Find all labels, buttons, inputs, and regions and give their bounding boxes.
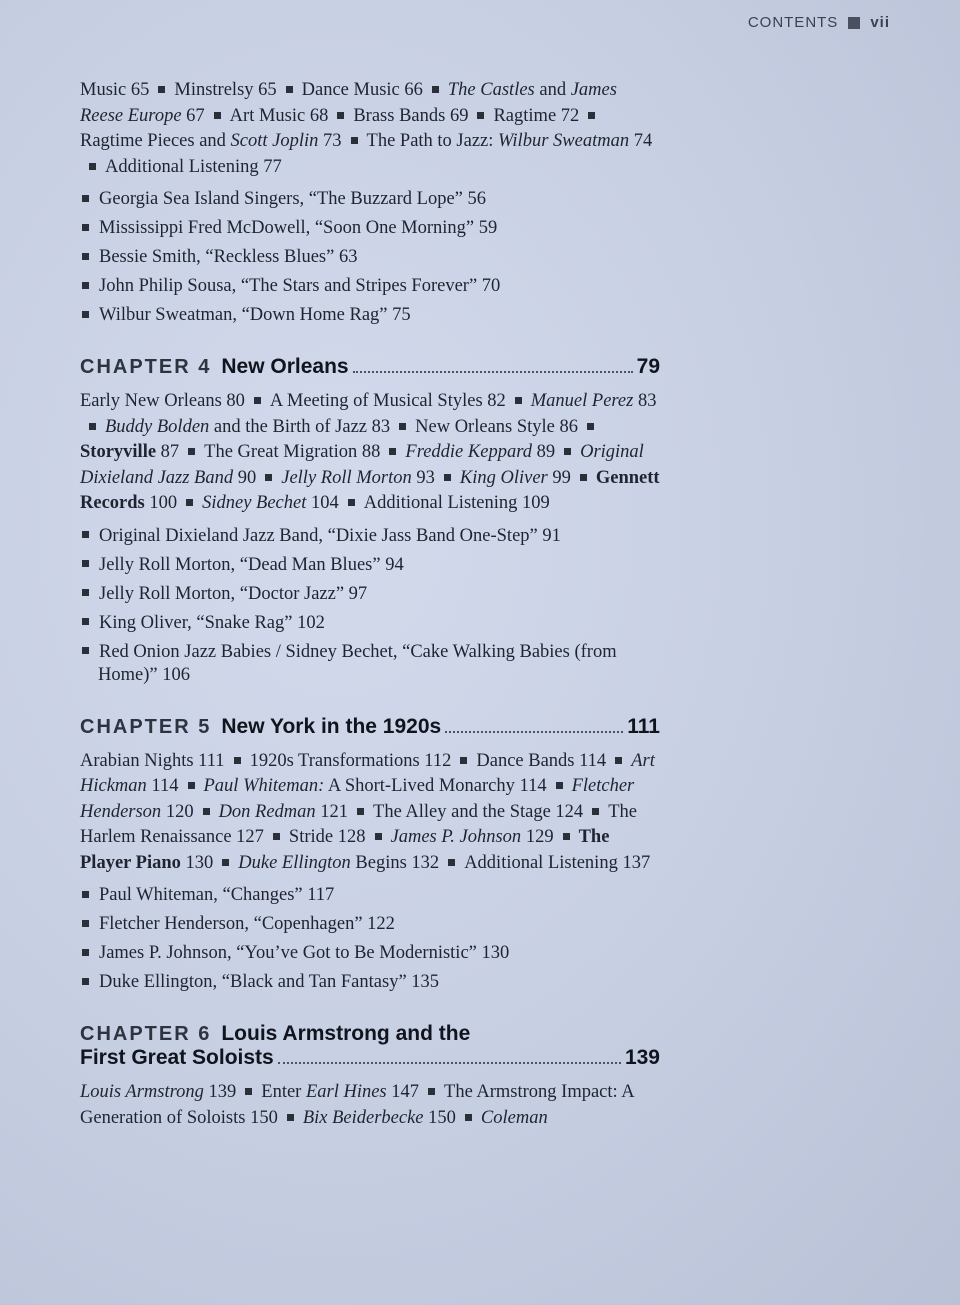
listening-item [80,525,660,548]
square-bullet-icon [460,757,467,764]
listening-item-text: Jelly Roll Morton, “Doctor Jazz” 97 [99,583,368,604]
listening-item [80,304,660,327]
listening-item [80,913,660,936]
topic-text: 1920s Transformations 112 [249,750,452,771]
square-bullet-icon [82,560,89,567]
square-bullet-icon [563,833,570,840]
topic-text: Minstrelsy 65 [174,80,277,100]
square-bullet-icon [82,920,89,927]
square-bullet-icon [265,474,272,481]
chapter-title: New York in the 1920s [221,714,442,738]
square-bullet-icon [188,782,195,789]
topic-text: 139 [203,1082,237,1102]
square-bullet-icon [82,253,89,260]
chapter-label: CHAPTER 4 [80,356,212,378]
topic-text: A Meeting of Musical Styles 82 [269,391,506,411]
topic-text: Music 65 [80,80,150,100]
square-bullet-icon [399,423,406,430]
square-bullet-icon [82,311,89,318]
listening-item-text: Duke Ellington, “Black and Tan Fantasy” 135 [99,972,440,992]
topic-text: Sidney Bechet [202,493,307,513]
square-bullet-icon [615,757,622,764]
topic-text: 73 [318,131,342,151]
topic-text: 99 [547,467,571,488]
square-bullet-icon [82,647,89,654]
topic-text: Additional Listening 109 [363,493,550,513]
topic-text: The Castles [447,80,535,100]
listening-item [80,554,660,577]
square-bullet-icon [515,397,522,404]
square-bullet-icon [245,1088,252,1095]
topic-text: Jelly Roll Morton [281,467,412,488]
topic-paragraph [80,749,660,877]
topic-text: Freddie Keppard [405,442,532,462]
topic-text: The Alley and the Stage 124 [373,801,584,822]
listening-item [80,188,660,211]
listening-item [80,942,660,965]
square-bullet-icon [82,224,89,231]
chapter-title-line-2: First Great Soloists [80,1046,274,1069]
listening-list [80,188,660,327]
dot-leader [445,731,623,733]
listening-list [80,884,660,994]
square-bullet-icon [203,808,210,815]
square-bullet-icon [186,499,193,506]
topic-text: Begins 132 [350,852,440,873]
listening-item-text: Wilbur Sweatman, “Down Home Rag” 75 [99,305,411,325]
topic-text: 114 [146,776,179,796]
topic-text: Additional Listening 77 [105,156,282,177]
square-bullet-icon [580,474,587,481]
square-bullet-icon [556,782,563,789]
topic-text: 67 [181,105,205,126]
chapter-label: CHAPTER 5 [80,715,212,738]
topic-text: Early New Orleans 80 [80,391,245,411]
topic-text: Buddy Bolden [105,416,210,437]
topic-text: A Short-Lived Monarchy 114 [324,776,547,796]
square-bullet-icon [588,112,595,119]
chapter-page-number: 139 [624,1046,660,1069]
square-bullet-icon [82,282,89,289]
topic-text: Wilbur Sweatman [498,131,630,151]
topic-text: New Orleans Style 86 [415,416,579,437]
topic-text: Stride 128 [288,827,366,847]
topic-paragraph [80,389,660,517]
page-number: vii [870,14,890,31]
square-bullet-icon [214,112,221,119]
dot-leader [278,1062,621,1064]
square-bullet-icon [348,499,355,506]
topic-text: 83 [633,391,657,411]
square-bullet-icon [477,112,484,119]
square-bullet-icon [89,423,96,430]
topic-text: Don Redman [218,801,316,822]
square-bullet-icon [82,891,89,898]
topic-text: 150 [423,1107,456,1128]
topic-text: 87 [156,442,180,462]
square-bullet-icon [287,1114,294,1121]
square-bullet-icon [234,757,241,764]
listening-item [80,884,660,907]
topic-text: Ragtime Pieces and [80,131,231,151]
topic-text: Gennett Records [80,467,660,513]
topic-text: 89 [531,442,556,462]
square-bullet-icon [375,833,382,840]
listening-item-text: Original Dixieland Jazz Band, “Dixie Jass Band One-Step” 91 [99,525,561,546]
listening-item-text: Red Onion Jazz Babies / Sidney Bechet, “Cake Walking Babies (from Home)” 106 [98,641,617,685]
topic-text: 129 [521,827,554,847]
listening-item [80,612,660,635]
topic-text: Bix Beiderbecke [302,1107,424,1128]
square-bullet-icon [82,618,89,625]
listening-item-text: Georgia Sea Island Singers, “The Buzzard Lope” 56 [99,189,487,209]
square-bullet-icon [89,163,96,170]
topic-text: The Great Migration 88 [204,442,381,462]
listening-item [80,217,660,240]
chapter-title-line-1: Louis Armstrong and the [221,1022,471,1045]
listening-item-text: John Philip Sousa, “The Stars and Stripes Forever” 70 [99,276,501,296]
listening-item-text: Fletcher Henderson, “Copenhagen” 122 [99,914,395,934]
listening-item [80,641,660,687]
listening-item-text: Mississippi Fred McDowell, “Soon One Morning” 59 [99,218,498,238]
square-bullet-icon [351,137,358,144]
topic-text: 147 [386,1082,420,1102]
square-bullet-icon [389,448,396,455]
square-bullet-icon [428,1088,435,1095]
listening-item [80,246,660,269]
chapter-label: CHAPTER 6 [80,1023,212,1045]
square-bullet-icon [444,474,451,481]
chapter-heading [80,1022,660,1070]
topic-text: The Player Piano [80,827,610,873]
topic-text: The Path to Jazz: [366,131,499,151]
topic-text: James Reese Europe [80,80,617,126]
square-bullet-icon [592,808,599,815]
square-bullet-icon [564,448,571,455]
topic-text: 93 [411,467,435,488]
topic-text: Fletcher Henderson [80,776,635,822]
chapter-page-number: 111 [627,714,660,738]
topic-text: King Oliver [459,467,548,488]
topic-text: and [534,80,571,100]
topic-text: Earl Hines [305,1082,387,1102]
topic-text: Louis Armstrong [80,1082,204,1102]
square-bullet-icon [158,86,165,93]
listening-item [80,971,660,994]
chapter-heading [80,355,660,379]
listening-item-text: King Oliver, “Snake Rag” 102 [99,612,325,633]
square-bullet-icon [82,531,89,538]
square-bullet-icon [222,859,229,866]
topic-text: Duke Ellington [238,852,351,873]
topic-text: 90 [233,467,257,488]
topic-text: 121 [315,801,349,822]
topic-text: Art Music 68 [229,105,329,126]
contents-body [80,78,660,1131]
square-bullet-icon [273,833,280,840]
square-bullet-icon [337,112,344,119]
listening-item [80,275,660,298]
chapter-heading [80,715,660,739]
topic-text: 120 [161,801,194,822]
topic-text: Coleman [480,1107,548,1128]
square-bullet-icon [82,949,89,956]
topic-paragraph [80,1080,660,1131]
square-bullet-icon [188,448,195,455]
listening-item [80,583,660,606]
running-head [748,14,890,31]
square-bullet-icon [432,86,439,93]
topic-text: 74 [629,131,653,151]
topic-text: James P. Johnson [390,827,522,847]
topic-text: The Armstrong Impact: A Generation of Soloists 150 [80,1082,634,1128]
topic-text: 100 [144,493,178,513]
square-bullet-icon [465,1114,472,1121]
topic-text: 130 [180,852,214,873]
listening-item-text: Paul Whiteman, “Changes” 117 [99,885,335,905]
listening-item-text: Jelly Roll Morton, “Dead Man Blues” 94 [99,554,404,575]
topic-text: Arabian Nights 111 [80,750,225,771]
topic-text: Storyville [80,442,157,462]
square-bullet-icon [448,859,455,866]
square-bullet-icon [82,195,89,202]
dot-leader [353,371,633,373]
chapter-page-number: 79 [636,355,660,378]
square-bullet-icon [587,423,594,430]
topic-text: Scott Joplin [230,131,319,151]
square-bullet-icon [286,86,293,93]
topic-text: Brass Bands 69 [353,105,469,126]
topic-text: and the Birth of Jazz 83 [209,416,391,437]
topic-text: Ragtime 72 [493,105,580,126]
topic-text: Dance Bands 114 [476,750,607,771]
topic-text: Art Hickman [80,750,655,796]
topic-text: Manuel Perez [530,391,634,411]
chapter-title: New Orleans [221,355,349,378]
square-bullet-icon [82,589,89,596]
topic-text: Original Dixieland Jazz Band [80,442,644,488]
topic-text: Paul Whiteman: [203,776,325,796]
listening-item-text: Bessie Smith, “Reckless Blues” 63 [99,247,358,267]
square-bullet-icon [254,397,261,404]
topic-text: Dance Music 66 [301,80,423,100]
topic-text: Enter [261,1082,306,1102]
running-head-label: CONTENTS [747,14,839,31]
listening-list [80,525,660,687]
topic-paragraph [80,78,660,180]
square-bullet-icon [82,978,89,985]
listening-item-text: James P. Johnson, “You’ve Got to Be Modernistic” 130 [99,943,510,963]
topic-text: 104 [306,493,339,513]
topic-text: The Harlem Renaissance 127 [80,801,637,847]
square-bullet-icon [357,808,364,815]
topic-text: Additional Listening 137 [464,852,651,873]
square-bullet-icon [848,17,860,29]
